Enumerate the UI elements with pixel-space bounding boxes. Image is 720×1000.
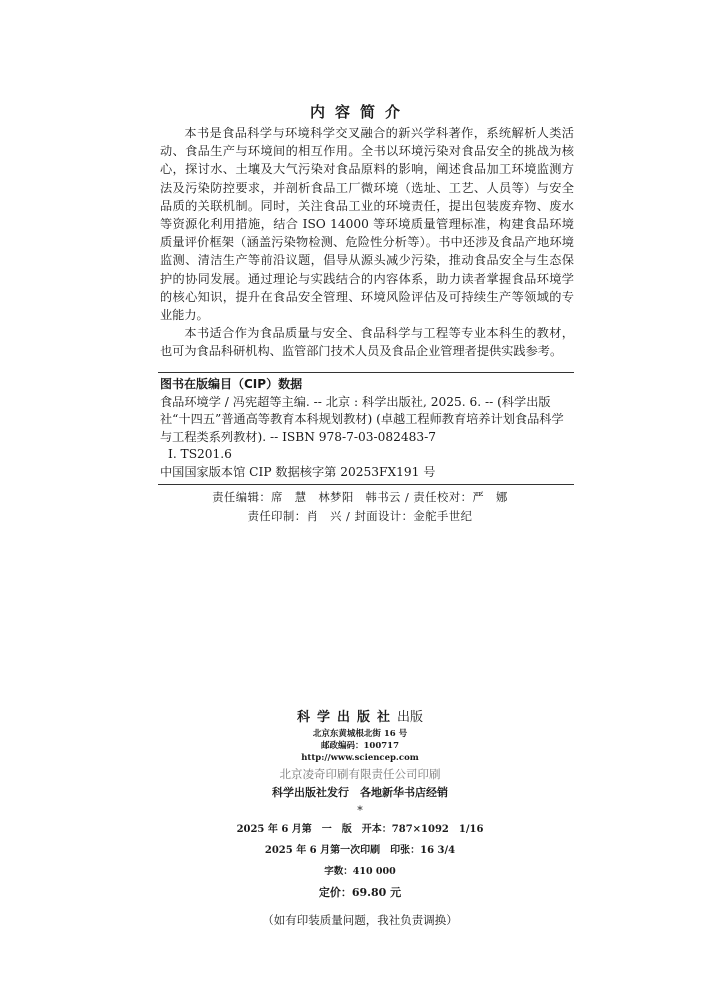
distribution-line: 科学出版社发行 各地新华书店经销: [272, 786, 448, 799]
summary-title: 内容简介: [309, 103, 410, 121]
printer-name: 北京凌奇印刷有限责任公司印刷: [279, 767, 441, 781]
separator-star: *: [357, 804, 363, 817]
credits-line-2: 责任印制：肖 兴 / 封面设计：金舵手世纪: [247, 510, 473, 523]
publisher-url: http://www.sciencep.com: [301, 753, 419, 763]
imprint-block: [0, 706, 720, 932]
price: 定价：69.80 元: [318, 886, 402, 899]
publisher-address: 北京东黄城根北街 16 号: [312, 729, 408, 739]
cip-block: [160, 376, 574, 482]
summary-text: [160, 124, 574, 361]
summary-paragraph-1: 本书是食品科学与环境科学交叉融合的新兴学科著作，系统解析人类活动、食品生产与环境间的相互作用。全书以环境污染对食品安全的挑战为核心，探讨水、土壤及大气污染对食品原料的影响，阐述食品加工环境监测方法及污染防控要求，并剖析食品工厂微环境（选址、工艺、人员等）与安全品质的关联机制。同时，关注食品工业的环境责任，提出包装废弃物、废水等资源化利用措施，结合 ISO 14000 等环境质量管理标准，构建食品环境质量评价框架（涵盖污染物检测、危险性分析等）。书中还涉及食品产地环境监测、清洁生产等前沿议题，倡导从源头减少污染，推动食品安全与生态保护的协同发展。通过理论与实践结合的内容体系，助力读者掌握食品环境学的核心知识，提升在食品安全管理、环境风险评估及可持续生产等领域的专业能力。: [160, 126, 574, 323]
edition-line: 2025 年 6 月第 一 版 开本：787×1092 1/16: [236, 824, 484, 835]
word-count: 字数：410 000: [324, 866, 396, 877]
cip-heading: 图书在版编目（CIP）数据: [160, 377, 303, 391]
credits-line-1: 责任编辑：席 慧 林梦阳 韩书云 / 责任校对：严 娜: [212, 491, 508, 504]
cip-classification: Ⅰ. TS201.6: [168, 447, 232, 462]
cip-bottom-divider: [158, 484, 574, 485]
credits-block: [0, 488, 720, 526]
publisher-postcode: 邮政编码：100717: [321, 741, 399, 751]
cip-top-divider: [158, 372, 574, 373]
publisher-suffix: 出版: [397, 710, 424, 725]
cip-record: 中国国家版本馆 CIP 数据核字第 20253FX191 号: [160, 464, 436, 479]
cip-entry: 食品环境学 / 冯宪超等主编. -- 北京 : 科学出版社, 2025. 6. -- (科学出版社“十四五”普通高等教育本科规划教材) (卓越工程师教育培养计划食品科学与工程类系列教材). -- ISBN 978-7-03-082483-7: [160, 394, 564, 444]
publisher-name-logo: 科学出版社: [296, 710, 397, 725]
quality-notice: （如有印装质量问题，我社负责调换）: [262, 913, 458, 927]
summary-paragraph-2: 本书适合作为食品质量与安全、食品科学与工程等专业本科生的教材，也可为食品科研机构、监管部门技术人员及食品企业管理者提供实践参考。: [160, 326, 574, 359]
printing-line: 2025 年 6 月第一次印刷 印张：16 3/4: [264, 845, 456, 856]
